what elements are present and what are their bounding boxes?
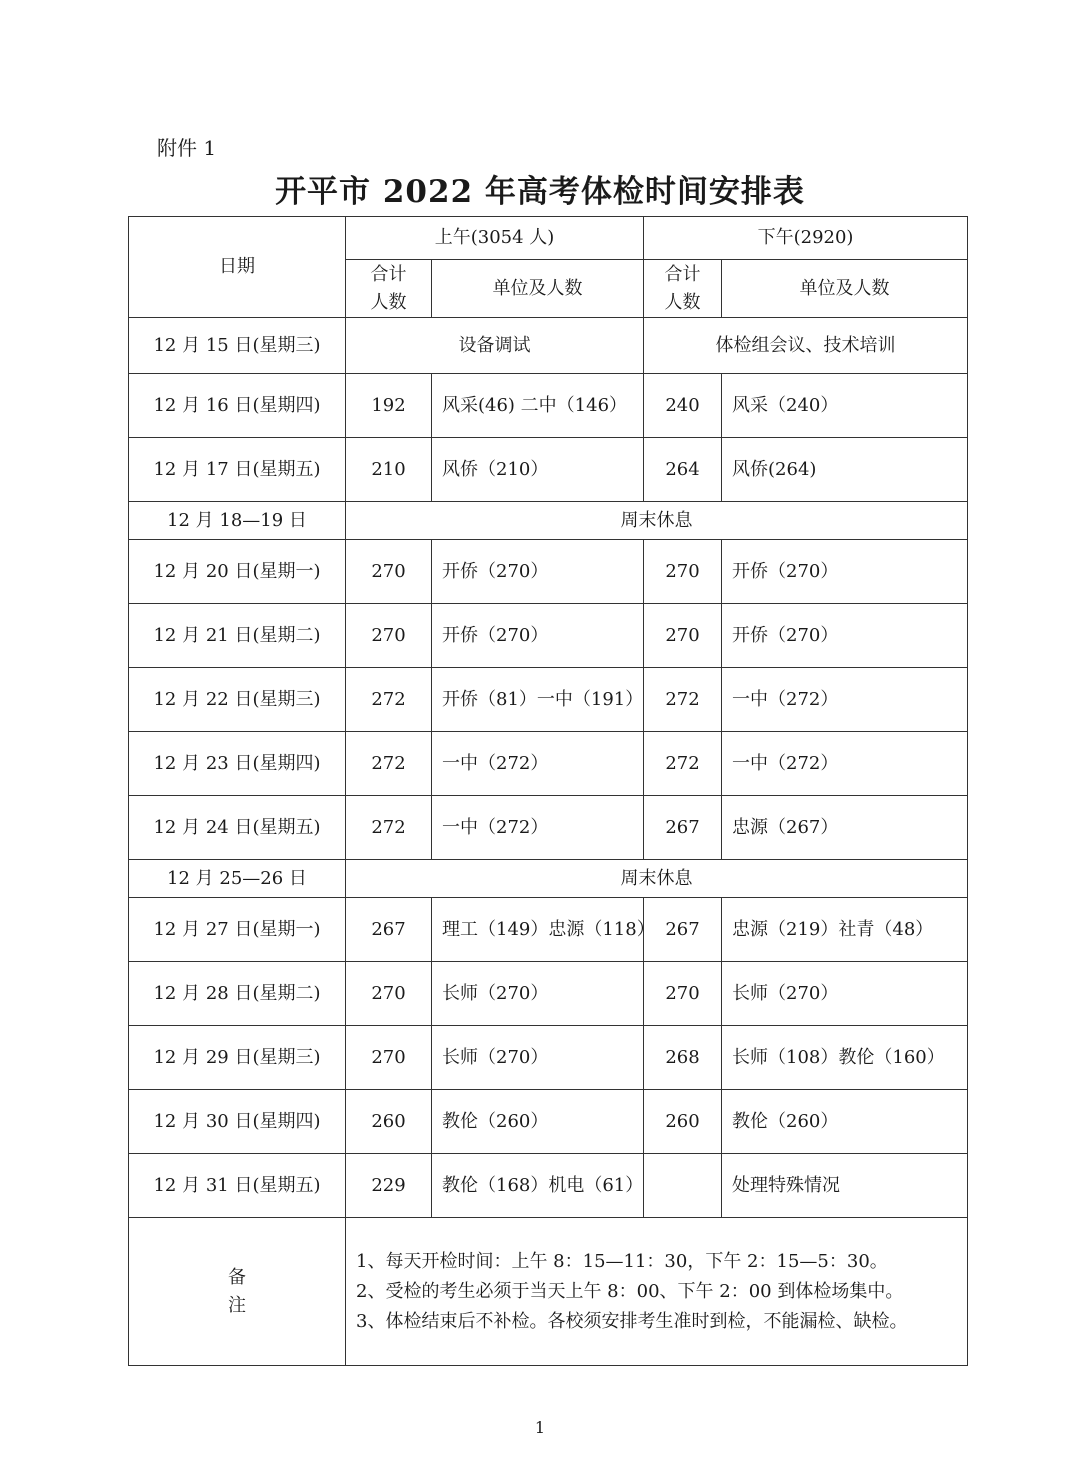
table-row [129,318,968,374]
date-cell: 12 月 20 日(星期一) [129,540,346,604]
pm-unit-cell: 开侨（270） [722,540,968,604]
date-cell: 12 月 28 日(星期二) [129,962,346,1026]
page-title: 开平市 2022 年高考体检时间安排表 [275,174,805,210]
date-cell: 12 月 31 日(星期五) [129,1154,346,1218]
am-total-cell: 272 [346,796,432,860]
pm-unit-cell: 一中（272） [722,668,968,732]
pm-unit-header: 单位及人数 [722,260,968,318]
am-unit-cell: 长师（270） [432,1026,644,1090]
rest-cell: 周末休息 [346,502,968,540]
am-total-cell: 270 [346,962,432,1026]
pm-unit-cell: 长师（108）教伦（160） [722,1026,968,1090]
table-row [129,604,968,668]
pm-total-cell: 270 [644,604,722,668]
pm-unit-cell: 忠源（219）社青（48） [722,898,968,962]
schedule-table [128,216,968,1366]
am-unit-cell: 一中（272） [432,796,644,860]
pm-total-cell: 272 [644,732,722,796]
table-row [129,540,968,604]
pm-total-cell: 240 [644,374,722,438]
pm-unit-cell: 一中（272） [722,732,968,796]
table-row [129,1090,968,1154]
table-row [129,1154,968,1218]
header-date: 日期 [129,217,346,318]
remark-line: 1、每天开检时间：上午 8：15—11：30，下午 2：15—5：30。 [356,1250,888,1272]
date-cell: 12 月 17 日(星期五) [129,438,346,502]
remark-line: 2、受检的考生必须于当天上午 8：00、下午 2：00 到体检场集中。 [356,1280,904,1302]
date-cell: 12 月 22 日(星期三) [129,668,346,732]
pm-total-cell: 272 [644,668,722,732]
remarks-row [129,1218,968,1366]
am-unit-cell: 一中（272） [432,732,644,796]
rest-cell: 周末休息 [346,860,968,898]
am-unit-cell: 开侨（270） [432,540,644,604]
pm-total-cell [644,1154,722,1218]
weekend-row [129,502,968,540]
am-unit-cell: 开侨（81）一中（191） [432,668,644,732]
am-total-cell: 260 [346,1090,432,1154]
table-row [129,962,968,1026]
remark-line: 3、体检结束后不补检。各校须安排考生准时到检，不能漏检、缺检。 [356,1310,908,1332]
am-total-cell: 270 [346,1026,432,1090]
am-unit-cell: 理工（149）忠源（118） [432,898,644,962]
pm-total-cell: 267 [644,796,722,860]
date-cell: 12 月 23 日(星期四) [129,732,346,796]
am-total-header: 合计 人数 [346,260,432,318]
table-row [129,1026,968,1090]
pm-total-cell: 268 [644,1026,722,1090]
pm-unit-cell: 教伦（260） [722,1090,968,1154]
am-unit-cell: 风侨（210） [432,438,644,502]
am-unit-cell: 教伦（260） [432,1090,644,1154]
am-unit-cell: 风采(46) 二中（146） [432,374,644,438]
pm-unit-cell: 处理特殊情况 [722,1154,968,1218]
table-row [129,732,968,796]
am-unit-cell: 教伦（168）机电（61） [432,1154,644,1218]
table-row [129,668,968,732]
am-total-cell: 272 [346,732,432,796]
weekend-row [129,860,968,898]
am-total-cell: 210 [346,438,432,502]
date-cell: 12 月 30 日(星期四) [129,1090,346,1154]
date-cell: 12 月 29 日(星期三) [129,1026,346,1090]
am-unit-header: 单位及人数 [432,260,644,318]
am-total-cell: 192 [346,374,432,438]
date-cell: 12 月 21 日(星期二) [129,604,346,668]
am-unit-cell: 长师（270） [432,962,644,1026]
date-cell: 12 月 15 日(星期三) [129,318,346,374]
pm-unit-cell: 忠源（267） [722,796,968,860]
date-cell: 12 月 25—26 日 [129,860,346,898]
table-row [129,438,968,502]
header-row [129,217,968,260]
pm-total-header: 合计 人数 [644,260,722,318]
header-pm: 下午(2920) [644,217,968,260]
am-total-cell: 272 [346,668,432,732]
date-cell: 12 月 16 日(星期四) [129,374,346,438]
page-number: 1 [534,1418,546,1437]
pm-total-cell: 270 [644,962,722,1026]
am-total-cell: 229 [346,1154,432,1218]
pm-total-cell: 267 [644,898,722,962]
pm-unit-cell: 长师（270） [722,962,968,1026]
header-am: 上午(3054 人) [346,217,644,260]
date-cell: 12 月 18—19 日 [129,502,346,540]
pm-unit-cell: 风采（240） [722,374,968,438]
date-cell: 12 月 27 日(星期一) [129,898,346,962]
pm-total-cell: 264 [644,438,722,502]
am-total-cell: 267 [346,898,432,962]
pm-unit-cell: 开侨（270） [722,604,968,668]
am-cell: 设备调试 [346,318,644,374]
am-total-cell: 270 [346,604,432,668]
remarks-content [346,1218,968,1366]
pm-total-cell: 260 [644,1090,722,1154]
table-row [129,796,968,860]
table-row [129,374,968,438]
pm-cell: 体检组会议、技术培训 [644,318,968,374]
am-total-cell: 270 [346,540,432,604]
table-row [129,898,968,962]
pm-total-cell: 270 [644,540,722,604]
am-unit-cell: 开侨（270） [432,604,644,668]
attachment-label: 附件 1 [157,136,217,160]
remarks-label: 备 注 [129,1218,346,1366]
pm-unit-cell: 风侨(264) [722,438,968,502]
date-cell: 12 月 24 日(星期五) [129,796,346,860]
